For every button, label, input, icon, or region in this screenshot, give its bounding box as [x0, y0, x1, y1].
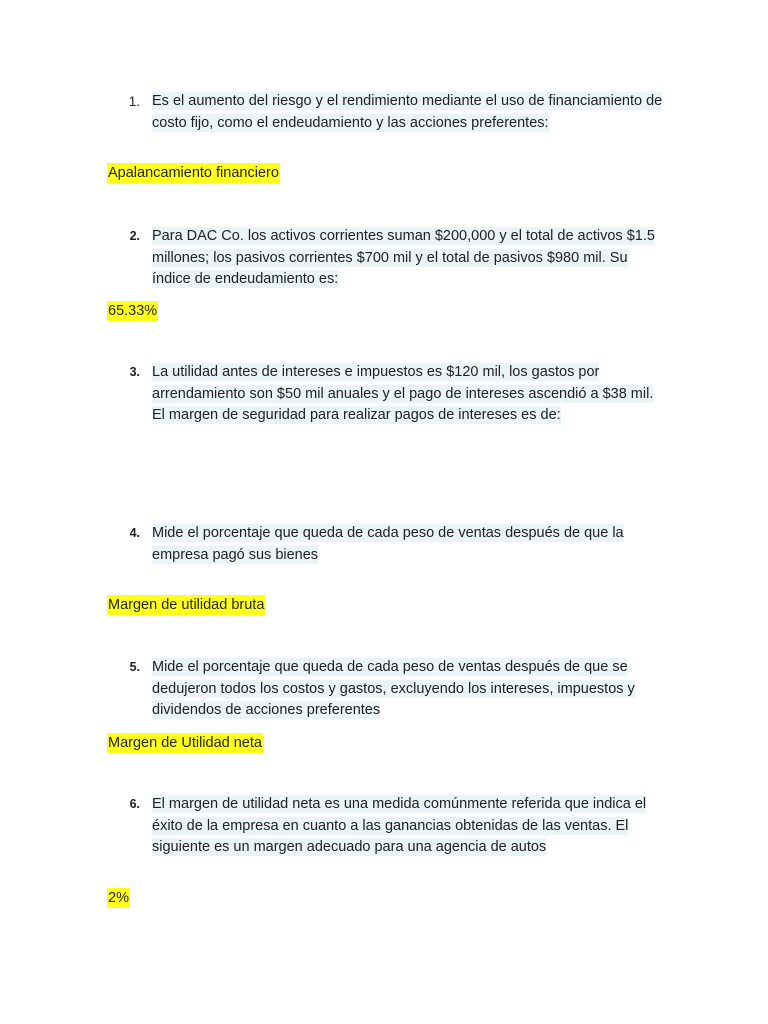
question-text — [152, 794, 672, 859]
question-line: El margen de utilidad neta es una medida comúnmente referida que indica el — [152, 796, 647, 812]
question-line: índice de endeudamiento es: — [152, 271, 339, 287]
question-number: 4. — [129, 526, 140, 540]
question-text — [152, 91, 672, 134]
question-line: Para DAC Co. los activos corrientes suman $200,000 y el total de activos $1.5 — [152, 228, 655, 244]
question-line: costo fijo, como el endeudamiento y las acciones preferentes: — [152, 114, 549, 131]
question-line: éxito de la empresa en cuanto a las ganancias obtenidas de las ventas. El — [152, 817, 629, 834]
question-line: millones; los pasivos corrientes $700 mil y el total de pasivos $980 mil. Su — [152, 249, 628, 266]
answer-4: Margen de utilidad bruta — [108, 597, 265, 613]
question-text — [152, 362, 672, 427]
question-line: dividendos de acciones preferentes — [152, 702, 381, 718]
question-line: La utilidad antes de intereses e impuestos es $120 mil, los gastos por — [152, 364, 600, 380]
question-line: El margen de seguridad para realizar pagos de intereses es de: — [152, 407, 561, 423]
question-number: 6. — [129, 797, 140, 811]
question-text — [152, 226, 672, 291]
question-line: empresa pagó sus bienes — [152, 546, 319, 563]
answer-6: 2% — [108, 890, 129, 906]
question-text — [152, 657, 672, 722]
answer-2: 65.33% — [108, 303, 158, 319]
question-number: 1. — [128, 94, 140, 109]
question-line: dedujeron todos los costos y gastos, excluyendo los intereses, impuestos y — [152, 680, 635, 697]
question-line: Mide el porcentaje que queda de cada peso de ventas después de que se — [152, 659, 628, 675]
question-number: 2. — [129, 229, 140, 243]
question-number: 3. — [129, 365, 140, 379]
question-line: Es el aumento del riesgo y el rendimiento mediante el uso de financiamiento de — [152, 93, 663, 109]
question-text — [152, 523, 672, 566]
answer-1: Apalancamiento financiero — [108, 165, 279, 181]
question-line: Mide el porcentaje que queda de cada peso de ventas después de que la — [152, 525, 624, 541]
question-line: arrendamiento son $50 mil anuales y el pago de intereses ascendió a $38 mil. — [152, 385, 654, 402]
question-number: 5. — [129, 660, 140, 674]
answer-5: Margen de Utilidad neta — [108, 735, 262, 751]
question-line: siguiente es un margen adecuado para una agencia de autos — [152, 839, 547, 855]
